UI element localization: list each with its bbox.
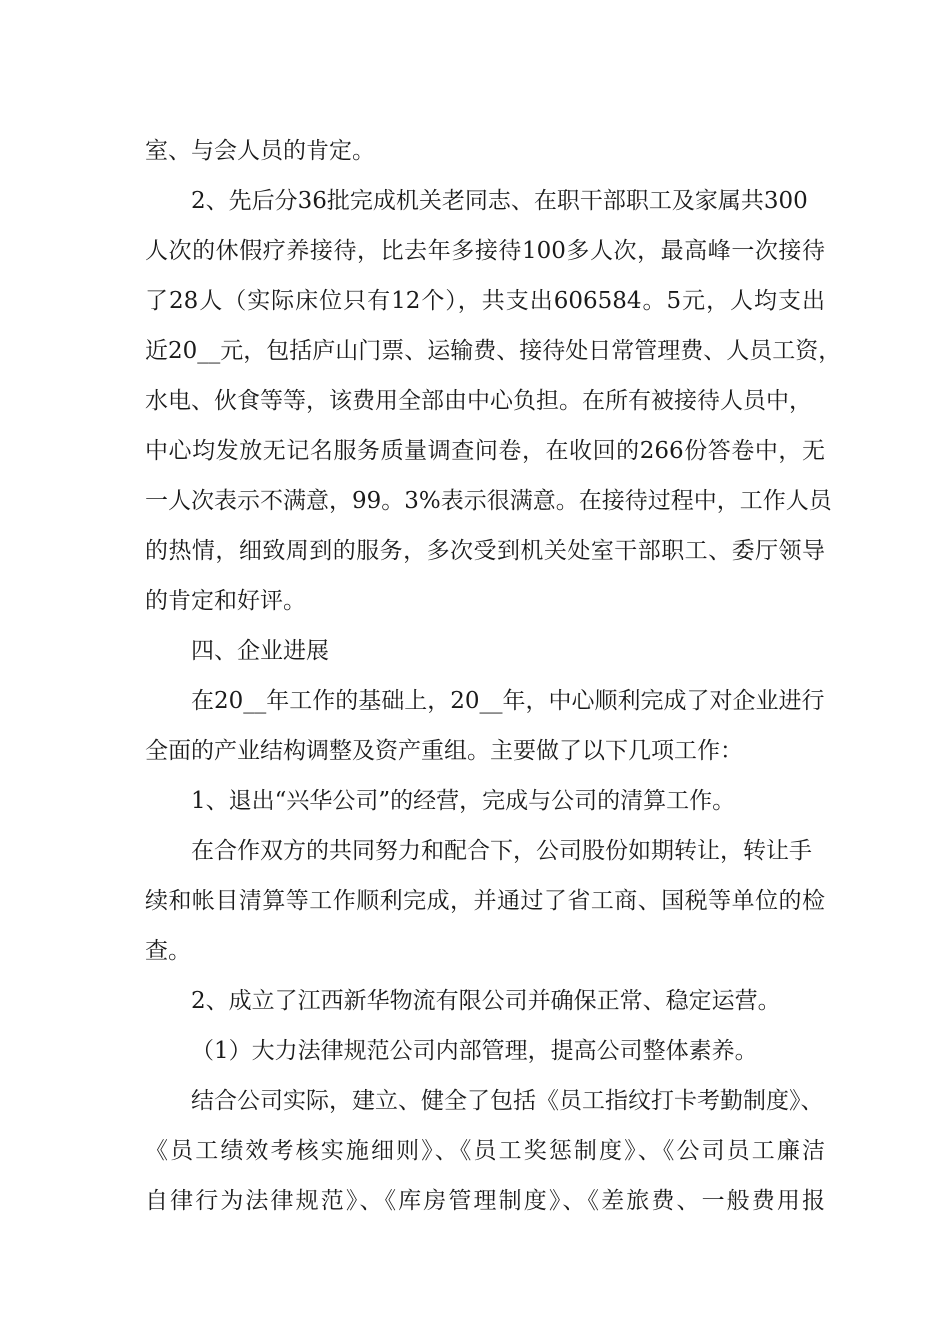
text-line: 查。 — [145, 938, 191, 964]
text-line: 室、与会人员的肯定。 — [145, 138, 375, 164]
text-line: 续和帐目清算等工作顺利完成，并通过了省工商、国税等单位的检 — [145, 888, 825, 914]
text-line: 2、成立了江西新华物流有限公司并确保正常、稳定运营。 — [191, 988, 781, 1014]
text-line: 水电、伙食等等，该费用全部由中心负担。在所有被接待人员中， — [145, 388, 812, 414]
text-line: 的热情，细致周到的服务，多次受到机关处室干部职工、委厅领导 — [145, 538, 825, 564]
text-line: 的肯定和好评。 — [145, 588, 306, 614]
text-line: 在合作双方的共同努力和配合下，公司股份如期转让，转让手 — [191, 838, 812, 864]
text-line: 《员工绩效考核实施细则》、《员工奖惩制度》、《公司员工廉洁 — [145, 1138, 825, 1164]
text-line: 自律行为法律规范》、《库房管理制度》、《差旅费、一般费用报 — [145, 1188, 825, 1214]
section-heading: 四、企业进展 — [191, 638, 329, 664]
text-line: 近20__元，包括庐山门票、运输费、接待处日常管理费、人员工资， — [145, 338, 842, 364]
text-line: 结合公司实际，建立、健全了包括《员工指纹打卡考勤制度》、 — [191, 1088, 824, 1114]
text-line: 了28人（实际床位只有12个），共支出606584。5元，人均支出 — [145, 288, 825, 314]
text-line: 一人次表示不满意，99。3%表示很满意。在接待过程中，工作人员 — [145, 488, 832, 514]
text-line: 中心均发放无记名服务质量调查问卷，在收回的266份答卷中，无 — [145, 438, 825, 464]
text-line: 1、退出“兴华公司”的经营，完成与公司的清算工作。 — [191, 788, 736, 814]
text-line: 全面的产业结构调整及资产重组。主要做了以下几项工作： — [145, 738, 743, 764]
text-line: 人次的休假疗养接待，比去年多接待100多人次，最高峰一次接待 — [145, 238, 825, 264]
text-line: 2、先后分36批完成机关老同志、在职干部职工及家属共300 — [191, 188, 808, 214]
text-line: （1）大力法律规范公司内部管理，提高公司整体素养。 — [191, 1038, 758, 1064]
text-line: 在20__年工作的基础上，20__年，中心顺利完成了对企业进行 — [191, 688, 825, 714]
